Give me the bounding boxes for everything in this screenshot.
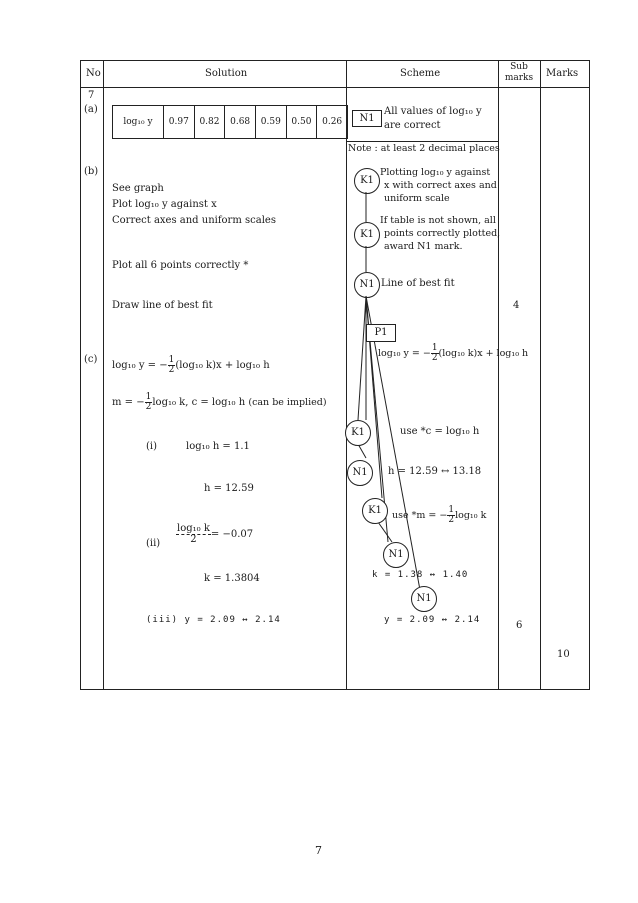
solution-c-eq-rhs: (log₁₀ k)x + log₁₀ h: [175, 360, 270, 371]
fraction-denominator: 2: [145, 402, 152, 412]
badge-p1: P1: [366, 324, 396, 342]
part-c-label: (c): [84, 354, 98, 365]
solution-b-axes: Correct axes and uniform scales: [112, 215, 276, 226]
table-value-cell: 0.82: [194, 106, 225, 139]
badge-k1-c: K1: [345, 420, 371, 446]
badge-k1-plotting: K1: [354, 168, 380, 194]
header-no: No: [86, 68, 101, 79]
solution-c-i-answer: h = 12.59: [204, 483, 254, 494]
badge-n1-a: N1: [352, 110, 382, 127]
scheme-c-eq-fraction: [431, 344, 439, 363]
sub-marks-b: 4: [513, 300, 520, 311]
solution-b-best-fit: Draw line of best fit: [112, 300, 213, 311]
scheme-b-plotting-3: uniform scale: [384, 193, 450, 204]
scheme-c-h-range: h = 12.59 ↔ 13.18: [388, 466, 482, 477]
solution-b-plot-all: Plot all 6 points correctly *: [112, 260, 249, 271]
fraction-numerator: 1: [145, 392, 152, 402]
solution-b-plot: Plot log₁₀ y against x: [112, 199, 217, 210]
solution-c-ii-label: (ii): [146, 538, 161, 549]
header-marks: Marks: [546, 68, 579, 79]
scheme-c-use-m-lhs: use *m = −: [392, 510, 448, 521]
solution-c-ii-rhs: = −0.07: [210, 529, 254, 540]
part-a-label: (a): [84, 104, 98, 115]
header-scheme: Scheme: [400, 68, 441, 79]
table-value-cell: 0.26: [317, 106, 348, 139]
total-marks: 10: [557, 649, 570, 660]
solution-c-ii-answer: k = 1.3804: [204, 573, 260, 584]
scheme-b-plotting-2: x with correct axes and: [384, 180, 497, 191]
scheme-b-line-fit: Line of best fit: [381, 278, 455, 289]
table-value-cell: 0.59: [255, 106, 286, 139]
scheme-b-table-2: points correctly plotted,: [384, 228, 501, 239]
fraction-denominator: 2: [431, 353, 438, 363]
scheme-b-plotting-1: Plotting log₁₀ y against: [380, 167, 491, 178]
solution-c-implied: (can be implied): [248, 397, 327, 408]
scheme-c-use-m-rhs: log₁₀ k: [455, 510, 487, 521]
scheme-a-note: Note : at least 2 decimal places: [348, 143, 500, 154]
solution-b-see-graph: See graph: [112, 183, 164, 194]
solution-c-i-equation: log₁₀ h = 1.1: [186, 441, 250, 452]
solution-c-m-lhs: m = −: [112, 397, 145, 408]
badge-n1-h: N1: [347, 460, 373, 486]
scheme-c-use-c: use *c = log₁₀ h: [400, 426, 480, 437]
scheme-c-eq-rhs: (log₁₀ k)x + log₁₀ h: [438, 348, 529, 359]
solution-c-eq-lhs: log₁₀ y = −: [112, 360, 168, 371]
scheme-c-eq-lhs: log₁₀ y = −: [378, 348, 431, 359]
scheme-c-use-m-fraction: [447, 506, 455, 525]
scheme-a-line1: All values of log₁₀ y: [384, 106, 482, 117]
scheme-a-line2: are correct: [384, 120, 441, 131]
badge-n1-best-fit: N1: [354, 272, 380, 298]
solution-c-m-rhs: log₁₀ k, c = log₁₀ h: [152, 397, 246, 408]
badge-k1-m: K1: [362, 498, 388, 524]
fraction-denominator: 2: [190, 534, 197, 545]
table-label-cell: log₁₀ y: [113, 106, 164, 139]
scheme-c-k-range: k = 1.38 ↔ 1.40: [372, 570, 469, 580]
fraction-numerator: 1: [168, 355, 175, 365]
scheme-b-table-1: If table is not shown, all: [380, 215, 496, 226]
header-solution: Solution: [205, 68, 248, 79]
scheme-b-table-3: award N1 mark.: [384, 241, 463, 252]
scheme-c-y-range: y = 2.09 ↔ 2.14: [384, 615, 481, 625]
fraction-numerator: log₁₀ k: [177, 523, 210, 534]
page-number: 7: [315, 844, 322, 857]
sub-marks-c: 6: [516, 620, 523, 631]
fraction-numerator: 1: [431, 343, 438, 353]
header-sub-marks: Sub marks: [504, 62, 534, 83]
scheme-c-use-m: [392, 506, 486, 525]
fraction-denominator: 2: [168, 365, 175, 375]
table-value-cell: 0.50: [286, 106, 317, 139]
badge-k1-table: K1: [354, 222, 380, 248]
part-b-label: (b): [84, 166, 99, 177]
solution-c-i-label: (i): [146, 441, 158, 452]
question-number: 7: [88, 90, 95, 101]
scheme-c-equation: [378, 344, 528, 363]
table-value-cell: 0.97: [164, 106, 195, 139]
badge-n1-k: N1: [383, 542, 409, 568]
badge-n1-y: N1: [411, 586, 437, 612]
solution-c-iii: (iii) y = 2.09 ↔ 2.14: [146, 615, 281, 625]
fraction-numerator: 1: [448, 505, 455, 515]
fraction-denominator: 2: [448, 515, 455, 525]
table-value-cell: 0.68: [225, 106, 256, 139]
